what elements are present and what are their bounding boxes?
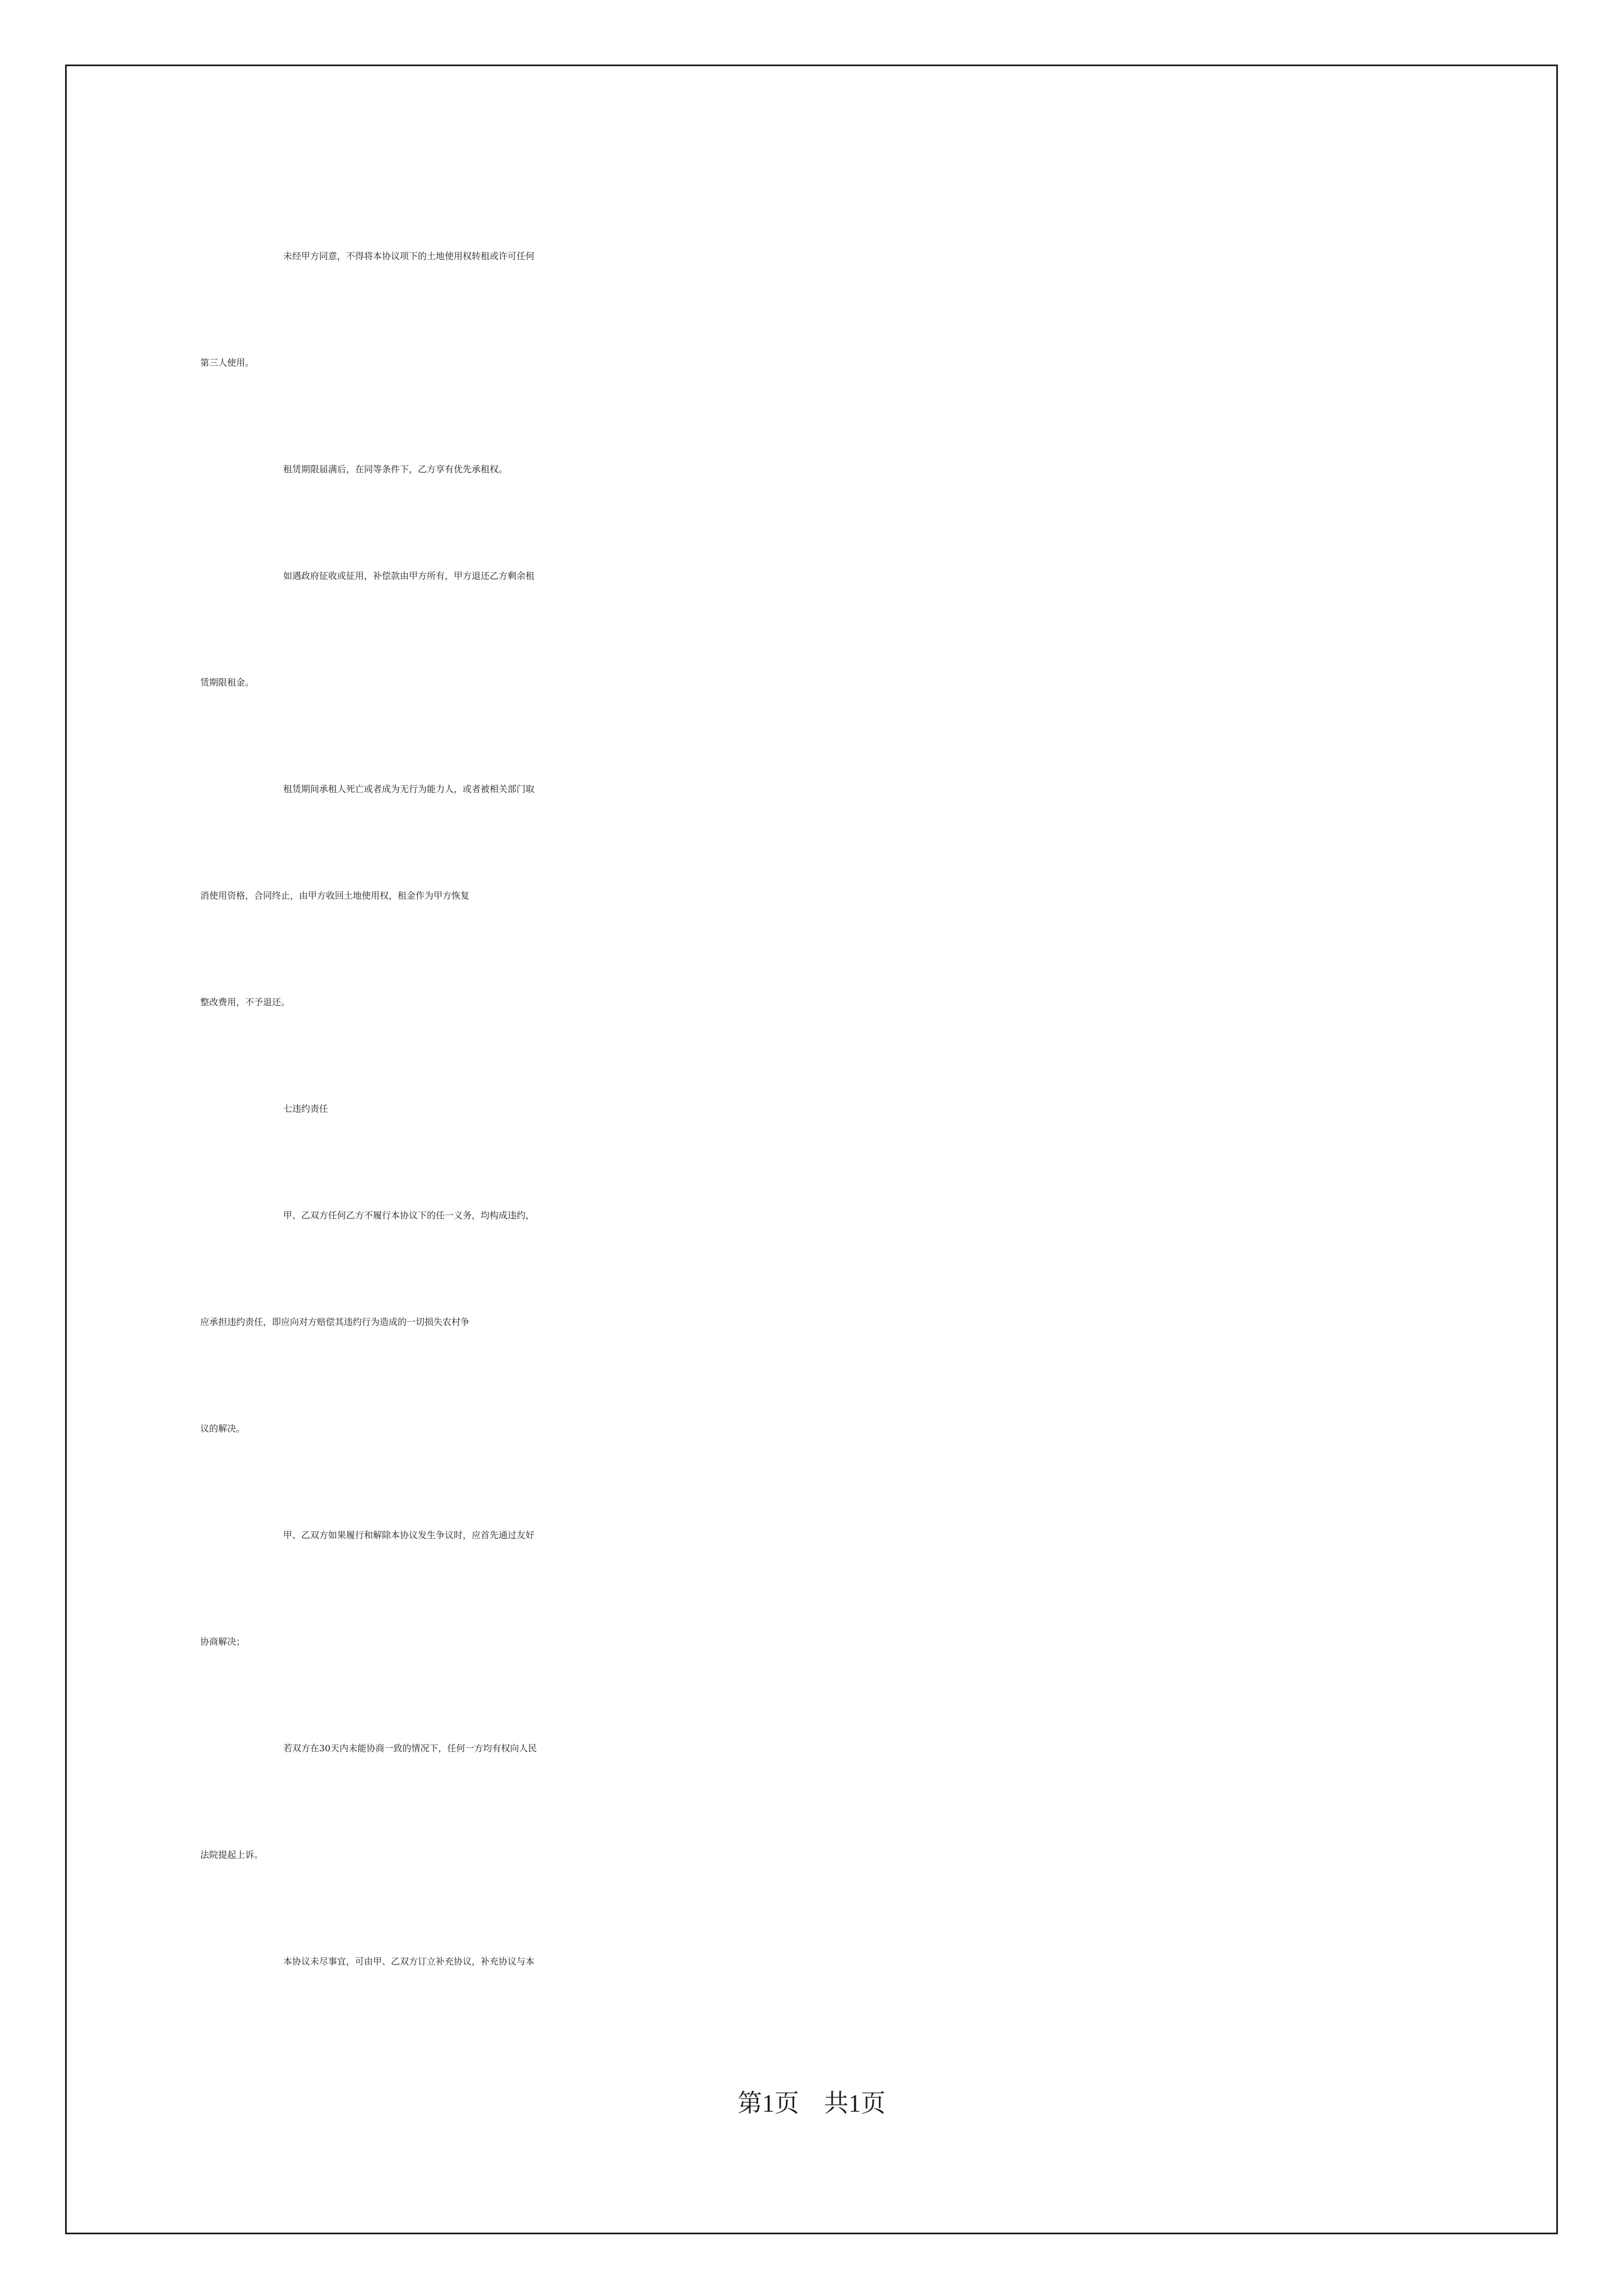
text-line: 未经甲方同意，不得将本协议项下的土地使用权转租或许可任何 — [283, 251, 535, 261]
section-heading — [200, 1056, 1423, 1162]
text-line: 消使用资格，合同终止，由甲方收回土地使用权，租金作为甲方恢复 — [200, 890, 470, 901]
document-body — [200, 203, 1423, 2015]
paragraph — [200, 416, 1423, 523]
page-number-current: 第1页 — [737, 2090, 799, 2117]
text-line: 应承担违约责任，即应向对方赔偿其违约行为造成的一切损失农村争 — [200, 1317, 470, 1327]
text-line: 协商解决； — [200, 1636, 246, 1647]
paragraph — [200, 1482, 1423, 1695]
text-line: 七违约责任 — [283, 1103, 329, 1114]
paragraph — [200, 1162, 1423, 1482]
text-line: 议的解决。 — [200, 1423, 246, 1434]
paragraph — [200, 1695, 1423, 1908]
text-line: 如遇政府征收或征用，补偿款由甲方所有，甲方退还乙方剩余租 — [283, 570, 535, 581]
paragraph — [200, 736, 1423, 1056]
text-line: 甲、乙双方如果履行和解除本协议发生争议时，应首先通过友好 — [283, 1530, 535, 1540]
text-line: 赁期限租金。 — [200, 677, 255, 688]
paragraph — [200, 203, 1423, 416]
text-line: 租赁期间承租人死亡或者成为无行为能力人，或者被相关部门取 — [283, 784, 535, 794]
text-line: 整改费用，不予退还。 — [200, 997, 291, 1007]
text-line: 租赁期限届满后，在同等条件下，乙方享有优先承租权。 — [283, 464, 508, 475]
text-line: 法院提起上诉。 — [200, 1849, 264, 1860]
page-number-total: 共1页 — [824, 2090, 886, 2117]
text-line: 第三人使用。 — [200, 357, 255, 368]
paragraph — [200, 523, 1423, 736]
text-line: 若双方在30天内未能协商一致的情况下，任何一方均有权向人民 — [283, 1743, 537, 1754]
page-footer — [0, 2087, 1623, 2120]
text-line: 本协议未尽事宜，可由甲、乙双方订立补充协议，补充协议与本 — [283, 1956, 535, 1967]
text-line: 甲、乙双方任何乙方不履行本协议下的任一义务，均构成违约， — [283, 1210, 535, 1221]
paragraph — [200, 1908, 1423, 2015]
